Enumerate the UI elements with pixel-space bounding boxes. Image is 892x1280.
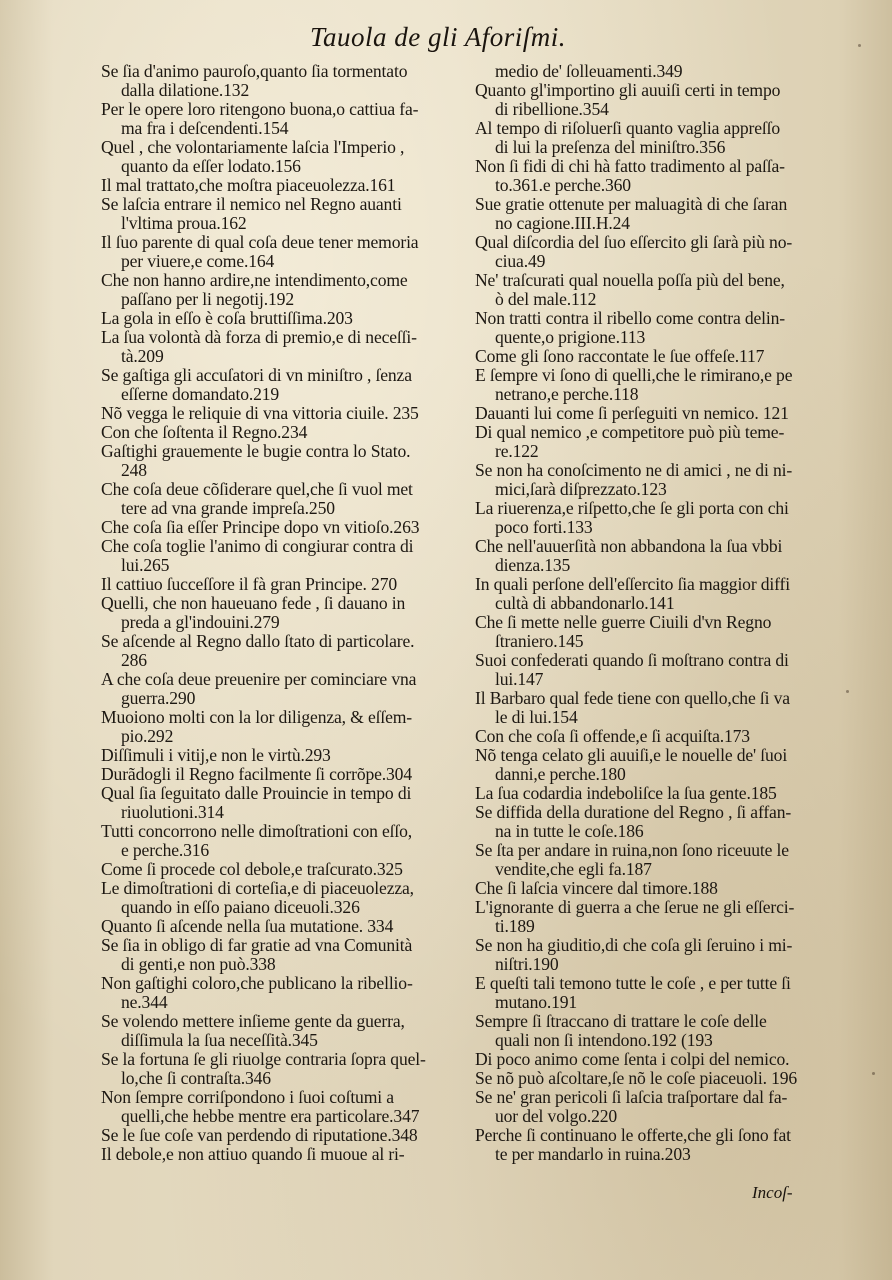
entry-line: Qual diſcordia del ſuo eſſercito gli ſarà più no- [475,232,793,252]
index-entry [101,195,463,233]
index-entry [475,841,837,879]
entry-continuation-line: ne.344 [121,992,168,1012]
entry-line: A che coſa deue preuenire per cominciare vna [101,669,417,689]
entry-continuation-line: mici,ſarà diſprezzato.123 [495,479,667,499]
index-entry [475,784,837,803]
index-entry [101,594,463,632]
index-entry [101,575,463,594]
entry-line: Quanto ſi aſcende nella ſua mutatione. 334 [101,916,394,936]
entry-continuation-line: lui.147 [495,669,544,689]
index-entry [475,803,837,841]
entry-continuation-line: ſtraniero.145 [495,631,584,651]
entry-continuation-line: guerra.290 [121,688,196,708]
entry-continuation-line: netrano,e perche.118 [495,384,639,404]
entry-continuation-line: tà.209 [121,346,164,366]
index-entry [475,746,837,784]
index-entry [101,518,463,537]
entry-line: Che ſi laſcia vincere dal timore.188 [475,878,718,898]
entry-continuation-line: pio.292 [121,726,174,746]
entry-line: Quanto gl'importino gli auuiſi certi in tempo [475,80,781,100]
entry-continuation-line: uor del volgo.220 [495,1106,618,1126]
entry-line: Gaſtighi grauemente le bugie contra lo Stato. [101,441,411,461]
entry-continuation-line: ti.189 [495,916,535,936]
entry-line: Tutti concorrono nelle dimoſtrationi con eſſo, [101,821,413,841]
index-entry [475,1088,837,1126]
entry-line: Che ſi mette nelle guerre Ciuili d'vn Regno [475,612,772,632]
entry-line: Non ſempre corriſpondono i ſuoi coſtumi a [101,1087,394,1107]
entry-line: La riuerenza,e riſpetto,che ſe gli porta con chi [475,498,789,518]
entry-line: Che non hanno ardire,ne intendimento,come [101,270,408,290]
entry-line: Non ſi fidi di chi hà fatto tradimento al paſſa- [475,156,785,176]
entry-line: L'ignorante di guerra a che ſerue ne gli eſſerci- [475,897,795,917]
index-entry [101,917,463,936]
entry-line: Se nõ può aſcoltare,ſe nõ le coſe piaceuoli. 196 [475,1068,798,1088]
entry-continuation-line: riuolutioni.314 [121,802,224,822]
entry-line: La ſua codardia indeboliſce la ſua gente.185 [475,783,777,803]
entry-line: Sempre ſi ſtraccano di trattare le coſe delle [475,1011,767,1031]
index-column-left [101,62,463,1164]
entry-continuation-line: na in tutte le coſe.186 [495,821,644,841]
index-entry [101,936,463,974]
index-entry [101,708,463,746]
entry-continuation-line: l'vltima proua.162 [121,213,247,233]
index-entry [475,271,837,309]
entry-line: Se ſia d'animo pauroſo,quanto ſia tormentato [101,61,408,81]
index-entry [101,366,463,404]
index-entry [101,309,463,328]
entry-continuation-line: 248 [121,460,147,480]
index-entry [101,879,463,917]
entry-line: Suoi confederati quando ſi moſtrano contra di [475,650,789,670]
index-entry [475,157,837,195]
index-entry [475,81,837,119]
entry-continuation-line: le di lui.154 [495,707,578,727]
index-entry [101,62,463,100]
index-entry [101,1012,463,1050]
entry-continuation-line: re.122 [495,441,539,461]
index-entry [475,575,837,613]
index-entry [101,765,463,784]
entry-line: Il cattiuo ſucceſſore il fà gran Principe. 270 [101,574,397,594]
entry-continuation-line: e perche.316 [121,840,210,860]
index-entry [101,100,463,138]
entry-line: Nõ vegga le reliquie di vna vittoria ciuile. 235 [101,403,419,423]
entry-line: Se laſcia entrare il nemico nel Regno auanti [101,194,402,214]
entry-line: In quali perſone dell'eſſercito ſia maggior diffi [475,574,791,594]
entry-line: Di poco animo come ſenta i colpi del nemico. [475,1049,790,1069]
index-entry [101,404,463,423]
index-entry [475,727,837,746]
index-entry [475,119,837,157]
entry-continuation-line: to.361.e perche.360 [495,175,631,195]
index-entry [475,689,837,727]
entry-continuation-line: ma fra i deſcendenti.154 [121,118,289,138]
entry-line: Che coſa ſia eſſer Principe dopo vn vitioſo.263 [101,517,420,537]
index-entry [101,271,463,309]
catchword: Incoſ- [752,1183,793,1202]
index-entry [475,347,837,366]
entry-line: Dauanti lui come ſi perſeguiti vn nemico. 121 [475,403,789,423]
entry-continuation-line: per viuere,e come.164 [121,251,275,271]
entry-continuation-line: quente,o prigione.113 [495,327,646,347]
index-entry [101,1050,463,1088]
entry-line: Con che coſa ſi offende,e ſi acquiſta.173 [475,726,750,746]
index-entry [101,480,463,518]
index-entry [101,746,463,765]
entry-line: Diſſimuli i vitij,e non le virtù.293 [101,745,331,765]
entry-continuation-line: 286 [121,650,147,670]
index-entry [475,423,837,461]
index-column-right [475,62,837,1164]
entry-continuation-line: quanto da eſſer lodato.156 [121,156,301,176]
entry-line: La gola in eſſo è coſa bruttiſſima.203 [101,308,353,328]
entry-continuation-line: quelli,che hebbe mentre era particolare.347 [121,1106,420,1126]
entry-continuation-line: cultà di abbandonarlo.141 [495,593,675,613]
entry-continuation-line: di genti,e non può.338 [121,954,276,974]
index-entry [475,195,837,233]
entry-continuation-line: te per mandarlo in ruina.203 [495,1144,691,1164]
index-entry [475,233,837,271]
entry-continuation-line: quali non ſi intendono.192 (193 [495,1030,713,1050]
index-entry [101,632,463,670]
entry-line: Se aſcende al Regno dallo ſtato di particolare. [101,631,415,651]
entry-line: Le dimoſtrationi di corteſia,e di piaceuolezza, [101,878,414,898]
entry-line: Se non ha conoſcimento ne di amici , ne di ni- [475,460,793,480]
entry-continuation-line: no cagione.III.H.24 [495,213,630,233]
entry-line: Quel , che volontariamente laſcia l'Imperio , [101,137,405,157]
entry-continuation-line: quando in eſſo paiano diceuoli.326 [121,897,360,917]
entry-line: Se diffida della duratione del Regno , ſi affan- [475,802,792,822]
index-entry [475,461,837,499]
index-entry [101,442,463,480]
index-entry [475,1012,837,1050]
index-entry [475,936,837,974]
index-entry [101,670,463,708]
entry-continuation-line: lui.265 [121,555,170,575]
entry-continuation-line: dalla dilatione.132 [121,80,250,100]
entry-line: Perche ſi continuano le offerte,che gli ſono fat [475,1125,791,1145]
entry-continuation-line: mutano.191 [495,992,578,1012]
entry-line: Ne' traſcurati qual nouella poſſa più del bene, [475,270,785,290]
index-entry [475,613,837,651]
entry-line: Che coſa toglie l'animo di congiurar contra di [101,536,414,556]
entry-line: Se gaſtiga gli accuſatori di vn miniſtro , ſenza [101,365,412,385]
paper-speck [858,44,861,47]
entry-line: E ſempre vi ſono di quelli,che le rimirano,e pe [475,365,793,385]
entry-line: Non gaſtighi coloro,che publicano la ribellio- [101,973,413,993]
entry-continuation-line: paſſano per li negotij.192 [121,289,294,309]
entry-line: Come ſi procede col debole,e traſcurato.325 [101,859,403,879]
entry-line: Che nell'auuerſità non abbandona la ſua vbbi [475,536,783,556]
index-entry [475,1126,837,1164]
entry-line: Con che ſoſtenta il Regno.234 [101,422,308,442]
entry-line: Al tempo di riſoluerſi quanto vaglia appreſſo [475,118,780,138]
entry-continuation-line: vendite,che egli fa.187 [495,859,652,879]
paper-speck [872,1072,875,1075]
entry-continuation-line: danni,e perche.180 [495,764,626,784]
entry-continuation-line: preda a gl'indouini.279 [121,612,280,632]
entry-line: Non tratti contra il ribello come contra delin- [475,308,786,328]
entry-continuation-line: tere ad vna grande impreſa.250 [121,498,335,518]
running-title: Tauola de gli Aforiſmi. [309,22,566,52]
index-entry [101,1088,463,1126]
index-entry [475,537,837,575]
entry-line: Di qual nemico ,e competitore può più teme- [475,422,785,442]
entry-line: Se non ha giuditio,di che coſa gli ſeruino i mi- [475,935,793,955]
index-entry [101,423,463,442]
entry-continuation-line: niſtri.190 [495,954,559,974]
index-entry [101,537,463,575]
index-entry [475,499,837,537]
entry-continuation-line: medio de' ſolleuamenti.349 [495,61,683,81]
entry-line: Il Barbaro qual fede tiene con quello,che ſi va [475,688,790,708]
entry-line: Se le ſue coſe van perdendo di riputatione.348 [101,1125,418,1145]
entry-continuation-line: lo,che ſi contraſta.346 [121,1068,271,1088]
entry-line: Il mal trattato,che moſtra piaceuolezza.161 [101,175,396,195]
index-entry [475,651,837,689]
entry-line: Se ſta per andare in ruina,non ſono riceuute le [475,840,789,860]
index-entry [475,309,837,347]
entry-line: Durãdogli il Regno facilmente ſi corrõpe.304 [101,764,412,784]
index-entry [475,1069,837,1088]
entry-continuation-line: di ribellione.354 [495,99,609,119]
entry-continuation-line: ò del male.112 [495,289,597,309]
index-entry [101,784,463,822]
index-entry [475,404,837,423]
entry-line: Se volendo mettere inſieme gente da guerra, [101,1011,405,1031]
entry-line: Che coſa deue cõſiderare quel,che ſi vuol met [101,479,413,499]
index-entry [475,1050,837,1069]
entry-continuation-line: ciua.49 [495,251,546,271]
entry-line: Nõ tenga celato gli auuiſi,e le nouelle de' ſuoi [475,745,788,765]
index-entry [101,233,463,271]
entry-line: Quelli, che non haueuano fede , ſi dauano in [101,593,406,613]
index-entry [475,366,837,404]
index-entry [101,822,463,860]
entry-continuation-line: eſſerne domandato.219 [121,384,280,404]
entry-line: Se ne' gran pericoli ſi laſcia traſportare dal fa- [475,1087,788,1107]
index-entry [101,1145,463,1164]
index-entry [101,328,463,366]
entry-continuation-line: poco forti.133 [495,517,593,537]
entry-continuation-line: di lui la preſenza del miniſtro.356 [495,137,726,157]
entry-continuation-line: dienza.135 [495,555,571,575]
entry-line: Il debole,e non attiuo quando ſi muoue al ri- [101,1144,405,1164]
index-entry [101,176,463,195]
entry-line: Sue gratie ottenute per maluagità di che ſaran [475,194,788,214]
index-entry [101,1126,463,1145]
entry-line: Muoiono molti con la lor diligenza, & eſſem- [101,707,412,727]
index-entry [475,62,837,81]
index-entry [475,879,837,898]
index-entry [101,138,463,176]
entry-line: Come gli ſono raccontate le ſue offeſe.117 [475,346,765,366]
entry-line: Qual ſia ſeguitato dalle Prouincie in tempo di [101,783,412,803]
paper-speck [846,690,849,693]
entry-continuation-line: diſſimula la ſua neceſſità.345 [121,1030,318,1050]
entry-line: E queſti tali temono tutte le coſe , e per tutte ſi [475,973,791,993]
entry-line: Il ſuo parente di qual coſa deue tener memoria [101,232,419,252]
entry-line: Se ſia in obligo di far gratie ad vna Comunità [101,935,413,955]
entry-line: Se la fortuna ſe gli riuolge contraria ſopra quel- [101,1049,426,1069]
index-entry [101,974,463,1012]
index-entry [101,860,463,879]
entry-line: Per le opere loro ritengono buona,o cattiua fa- [101,99,419,119]
entry-line: La ſua volontà dà forza di premio,e di neceſſi- [101,327,417,347]
index-entry [475,974,837,1012]
index-entry [475,898,837,936]
